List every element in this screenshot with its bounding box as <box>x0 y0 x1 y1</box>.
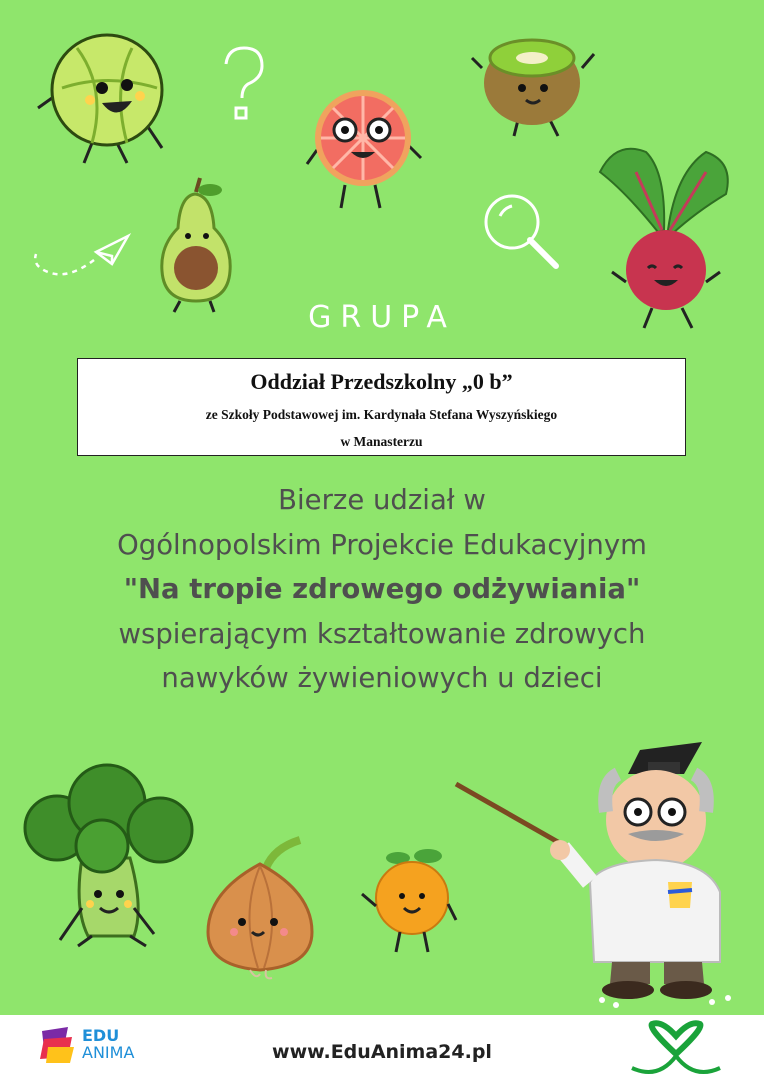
body-line-4: wspierającym kształtowanie zdrowych <box>118 617 646 650</box>
question-mark-icon <box>218 44 270 126</box>
project-name: "Na tropie zdrowego odżywiania" <box>123 573 641 605</box>
grapefruit-character <box>305 80 425 215</box>
heart-ribbon-logo-icon <box>628 1020 724 1076</box>
magnifier-icon <box>480 190 562 272</box>
broccoli-character <box>12 758 202 948</box>
group-info-box <box>77 358 686 456</box>
logo-line-2: ANIMA <box>82 1043 135 1062</box>
logo-line-1: EDU <box>82 1026 120 1045</box>
professor-character <box>452 722 748 1012</box>
group-label: GRUPA <box>308 300 456 335</box>
body-line-5: nawyków żywieniowych u dzieci <box>161 662 603 694</box>
kiwi-character <box>470 28 600 138</box>
body-line-2: Ogólnopolskim Projekcie Edukacyjnym <box>117 528 647 561</box>
project-description <box>0 478 764 701</box>
body-line-1: Bierze udział w <box>278 484 486 516</box>
cabbage-character <box>32 28 182 168</box>
group-title: Oddział Przedszkolny „0 b” <box>250 369 513 394</box>
pear-character <box>150 176 240 316</box>
onion-character <box>200 834 320 984</box>
paper-plane-icon <box>28 232 132 288</box>
website-link[interactable]: www.EduAnima24.pl <box>272 1041 492 1063</box>
orange-character <box>352 846 464 958</box>
school-name: ze Szkoły Podstawowej im. Kardynała Stefana Wyszyńskiego <box>205 407 558 422</box>
school-location: w Manasterzu <box>340 434 423 449</box>
